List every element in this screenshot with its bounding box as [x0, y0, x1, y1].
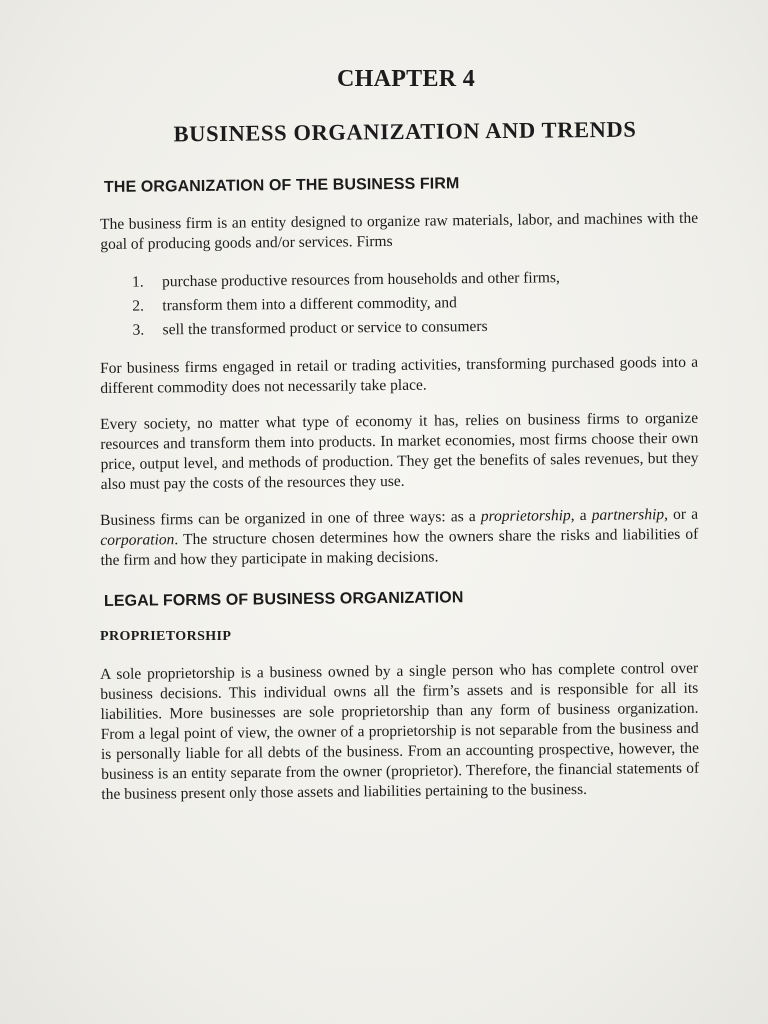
text-run: , or a — [664, 505, 699, 524]
list-number: 1. — [132, 273, 144, 291]
text-run: , a — [570, 506, 592, 525]
list-text: sell the transformed product or service to consumers — [162, 317, 488, 339]
paragraph-proprietorship: A sole proprietorship is a business owned by a single person who has complete control over business decisions. This individual owns all the firm’s assets and is responsible for all its liabilities. More businesses are sole proprietorship than any form of business organization. From a legal point of view, the owner of a proprietorship is not separable from the business and is personally liable for all debts of the business. From an accounting prospective, however, the business is an entity separate from the owner (proprietor). Therefore, the financial statements of the business present only those assets and liabilities pertaining to the business. — [100, 659, 700, 803]
section-heading-organization: THE ORGANIZATION OF THE BUSINESS FIRM — [103, 175, 460, 196]
chapter-title: BUSINESS ORGANIZATION AND TRENDS — [173, 116, 637, 147]
chapter-number: CHAPTER 4 — [336, 66, 476, 92]
text-run: Business firms can be organized in one of three ways: as a — [100, 508, 481, 529]
term-proprietorship: proprietorship — [480, 507, 571, 526]
firm-activities-list — [100, 265, 699, 343]
list-number: 3. — [132, 321, 145, 339]
term-corporation: corporation — [100, 531, 175, 549]
list-text: transform them into a different commodity, and — [162, 294, 457, 315]
paragraph-organization-ways — [100, 505, 699, 571]
list-item — [101, 313, 699, 343]
section-heading-legal-forms: LEGAL FORMS OF BUSINESS ORGANIZATION — [103, 589, 464, 610]
page-content — [100, 66, 698, 821]
list-text: purchase productive resources from households and other firms, — [162, 269, 560, 291]
paragraph-retail: For business firms engaged in retail or trading activities, transforming purchased goods into a different commodity does not necessarily take place. — [100, 353, 699, 397]
list-number: 2. — [132, 297, 145, 315]
subsection-heading-proprietorship: PROPRIETORSHIP — [100, 629, 232, 644]
text-run: . The structure chosen determines how the owners share the risks and liabilities of the firm and how they participate in making decisions. — [100, 525, 699, 569]
paragraph-intro: The business firm is an entity designed to organize raw materials, labor, and machines with the goal of producing goods and/or services. Firms — [100, 209, 699, 253]
term-partnership: partnership — [591, 506, 665, 524]
paragraph-society: Every society, no matter what type of economy it has, relies on business firms to organize resources and transform them into products. In market economies, most firms choose their own price, output level, and methods of production. They get the benefits of sales revenues, but they also must pay the costs of the resources they use. — [100, 409, 699, 493]
